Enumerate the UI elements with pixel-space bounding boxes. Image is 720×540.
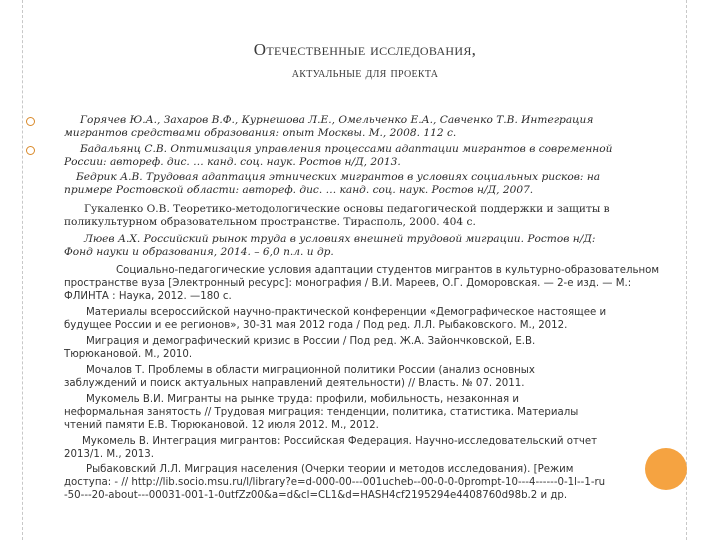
slide-frame-right	[686, 0, 687, 540]
slide-frame-left	[22, 0, 23, 540]
reference-item: Мочалов Т. Проблемы в области миграционной политики России (анализ основных заблуждений и поиск актуальных направлений деятельности) // Власть. № 07. 2011.	[64, 365, 535, 389]
reference-item: Гукаленко О.В. Теоретико-методологические основы педагогической поддержки и защиты в поликультурном образовательном пространстве. Тирасполь, 2000. 404 с.	[64, 203, 610, 228]
decorative-circle	[645, 448, 687, 490]
reference-item: Люев А.Х. Российский рынок труда в условиях внешней трудовой миграции. Ростов н/Д: Фонд науки и образования, 2014. – 6,0 п.л. и др.	[64, 233, 596, 258]
slide-title-line1: Отечественные исследования,	[253, 40, 477, 59]
reference-item: Мукомель В. Интеграция мигрантов: Российская Федерация. Научно-исследовательский отчет 2013/1. М., 2013.	[64, 436, 598, 460]
reference-item: Рыбаковский Л.Л. Миграция населения (Очерки теории и методов исследования). [Режим доступа: - // http://lib.socio.msu.ru/l/library?e=d-000-00---001ucheb--00-0-0-0prompt-10---4------0-1l--1-ru -50---20-about---00031-001-1-0utfZz00&a=d&cl=CL1&d=HASH4cf2195294e4408760d98b.2 и др.	[64, 464, 606, 501]
bullet-icon	[26, 146, 35, 155]
bullet-icon	[26, 117, 35, 126]
slide-title-line2: актуальные для проекта	[291, 66, 439, 81]
reference-item: Бадальянц С.В. Оптимизация управления процессами адаптации мигрантов в современной России: автореф. дис. … канд. соц. наук. Ростов н/Д, 2013.	[64, 143, 613, 168]
reference-item: Социально-педагогические условия адаптации студентов мигрантов в культурно-образовательном пространстве вуза [Электронный ресурс]: монография / В.И. Мареев, О.Г. Доморовская. — 2-е изд. — М.: ФЛИНТА : Наука, 2012. —180 с.	[64, 265, 660, 302]
reference-item: Бедрик А.В. Трудовая адаптация этнических мигрантов в условиях социальных рисков: на примере Ростовской области: автореф. дис. … канд. соц. наук. Ростов н/Д, 2007.	[64, 171, 601, 196]
reference-item: Горячев Ю.А., Захаров В.Ф., Курнешова Л.Е., Омельченко Е.А., Савченко Т.В. Интеграция мигрантов средствами образования: опыт Москвы. М., 2008. 112 с.	[64, 114, 594, 139]
reference-item: Материалы всероссийской научно-практической конференции «Демографическое настоящее и будущее России и ее регионов», 30-31 мая 2012 года / Под ред. Л.Л. Рыбаковского. М., 2012.	[64, 307, 607, 331]
reference-item: Мукомель В.И. Мигранты на рынке труда: профили, мобильность, незаконная и неформальная занятость // Трудовая миграция: тенденции, политика, статистика. Материалы чтений памяти Е.В. Тюрюкановой. 12 июля 2012. М., 2012.	[64, 394, 579, 431]
reference-item: Миграция и демографический кризис в России / Под ред. Ж.А. Зайончковской, Е.В. Тюрюкановой. М., 2010.	[64, 336, 536, 360]
